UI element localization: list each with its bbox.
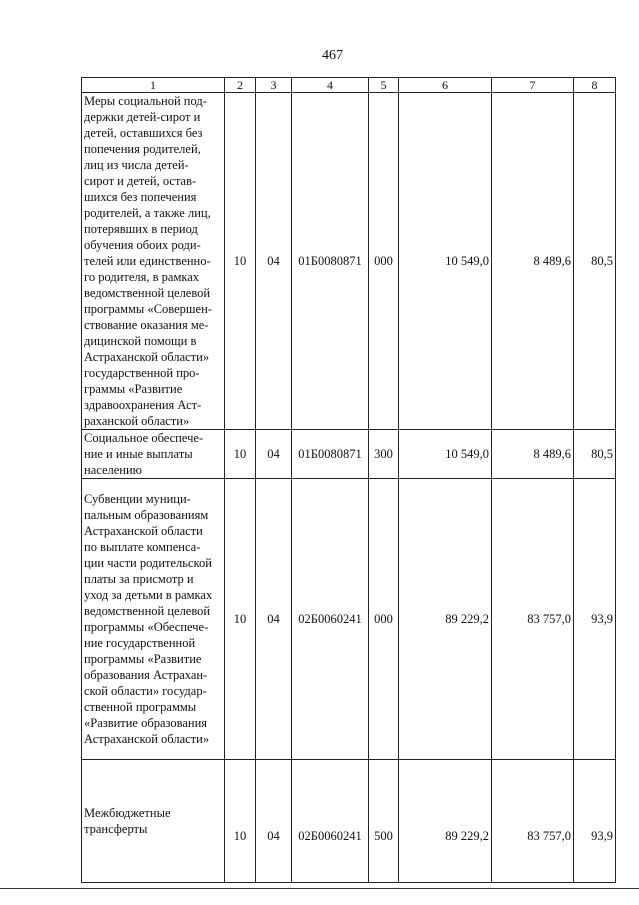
- cell-target-article: 01Б0080871: [292, 430, 369, 479]
- table-row: [82, 93, 616, 430]
- cell-percent: 80,5: [574, 93, 616, 430]
- cell-section: 10: [225, 93, 256, 430]
- cell-executed: 8 489,6: [492, 430, 574, 479]
- page-bottom-rule: [0, 888, 639, 889]
- header-cell: 3: [256, 78, 292, 93]
- header-cell: 5: [369, 78, 399, 93]
- cell-expense-type: 300: [369, 430, 399, 479]
- cell-expense-type: 000: [369, 479, 399, 760]
- table-row: [82, 479, 616, 760]
- cell-section: 10: [225, 430, 256, 479]
- row-description: [82, 93, 225, 430]
- cell-planned: 10 549,0: [399, 430, 492, 479]
- cell-target-article: 02Б0060241: [292, 760, 369, 883]
- header-cell: 1: [82, 78, 225, 93]
- budget-table: [81, 77, 616, 883]
- cell-percent: 80,5: [574, 430, 616, 479]
- row-description: [82, 760, 225, 883]
- header-cell: 2: [225, 78, 256, 93]
- cell-planned: 89 229,2: [399, 760, 492, 883]
- cell-executed: 8 489,6: [492, 93, 574, 430]
- cell-planned: 10 549,0: [399, 93, 492, 430]
- cell-planned: 89 229,2: [399, 479, 492, 760]
- row-description: [82, 479, 225, 760]
- header-cell: 7: [492, 78, 574, 93]
- cell-executed: 83 757,0: [492, 479, 574, 760]
- row-description-text: Меры социальной под- держки детей-сирот и детей, оставшихся без попечения родителей, лиц из числа детей- сирот и детей, остав- шихся без попечения родителей, а также лиц, потерявших в период обучения обоих роди- телей или единственно- го родителя, в рамках ведомственной целевой программы «Совершен- ствование оказания ме- дицинской помощи в Астраханской области» государственной про- граммы «Развитие здравоохранения Аст- раханской области»: [84, 94, 212, 428]
- page-number: 467: [322, 48, 343, 63]
- row-description-text: Субвенции муници- пальным образованиям Астраханской области по выплате компенса- ции части родительской платы за присмотр и уход за детьми в рамках ведомственной целевой программы «Обеспече- ние государственной программы «Развитие образования Астрахан- ской области» государ- ственной программы «Развитие образования Астраханской области»: [84, 492, 213, 746]
- cell-percent: 93,9: [574, 479, 616, 760]
- cell-expense-type: 000: [369, 93, 399, 430]
- row-description-text: Межбюджетные трансферты: [84, 806, 171, 836]
- cell-target-article: 01Б0080871: [292, 93, 369, 430]
- cell-percent: 93,9: [574, 760, 616, 883]
- header-cell: 8: [574, 78, 616, 93]
- table-row: [82, 430, 616, 479]
- cell-target-article: 02Б0060241: [292, 479, 369, 760]
- row-description: [82, 430, 225, 479]
- cell-subsection: 04: [256, 93, 292, 430]
- header-cell: 6: [399, 78, 492, 93]
- cell-section: 10: [225, 479, 256, 760]
- header-row: [82, 78, 616, 93]
- cell-section: 10: [225, 760, 256, 883]
- cell-executed: 83 757,0: [492, 760, 574, 883]
- row-description-text: Социальное обеспече- ние и иные выплаты населению: [84, 431, 204, 477]
- header-cell: 4: [292, 78, 369, 93]
- cell-subsection: 04: [256, 430, 292, 479]
- table-row: [82, 760, 616, 883]
- cell-subsection: 04: [256, 479, 292, 760]
- cell-expense-type: 500: [369, 760, 399, 883]
- cell-subsection: 04: [256, 760, 292, 883]
